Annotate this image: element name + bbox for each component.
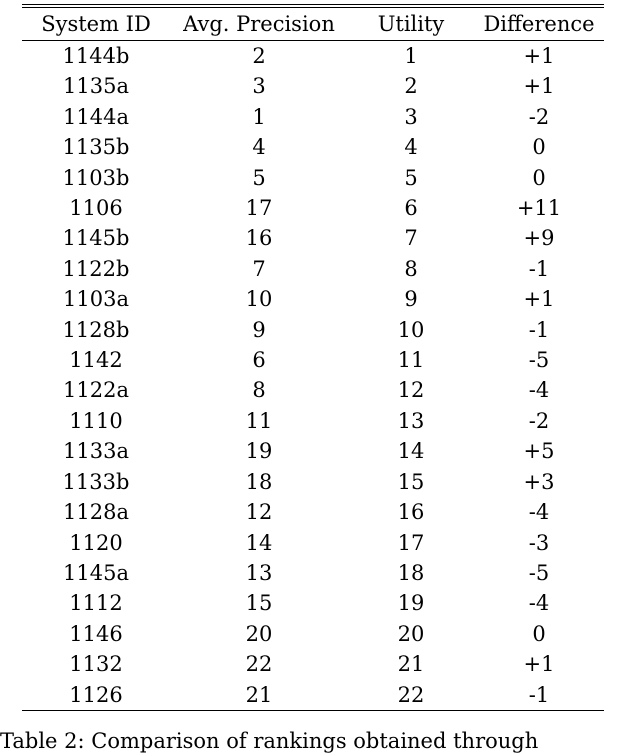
- table-row: [22, 619, 604, 649]
- avg-precision-cell: 8: [252, 378, 266, 403]
- table-row: [22, 558, 604, 588]
- difference-cell: 0: [532, 621, 546, 646]
- difference-cell: -4: [528, 500, 550, 525]
- utility-cell: 17: [397, 530, 425, 555]
- avg-precision-cell: 1: [252, 104, 266, 129]
- system-id-cell: 1128b: [62, 317, 130, 342]
- bottom-rule: [22, 710, 604, 711]
- avg-precision-cell: 22: [245, 652, 273, 677]
- utility-cell: 16: [397, 500, 425, 525]
- system-id-cell: 1126: [69, 682, 123, 707]
- utility-cell: 4: [404, 135, 418, 160]
- ranking-comparison-table: [22, 8, 604, 710]
- difference-cell: +1: [523, 652, 555, 677]
- utility-cell: 1: [404, 44, 418, 68]
- table-row: [22, 406, 604, 436]
- table-row: [22, 284, 604, 314]
- difference-cell: 0: [532, 135, 546, 160]
- table-row: [22, 254, 604, 284]
- table-row: [22, 163, 604, 193]
- utility-cell: 21: [397, 652, 425, 677]
- header-system-id: System ID: [41, 12, 151, 36]
- table-row: [22, 467, 604, 497]
- table-row: [22, 102, 604, 132]
- table-body: [22, 41, 604, 710]
- table-row: [22, 41, 604, 72]
- system-id-cell: 1103a: [63, 287, 129, 312]
- utility-cell: 14: [397, 439, 425, 464]
- table-row: [22, 71, 604, 101]
- system-id-cell: 1110: [69, 408, 123, 433]
- avg-precision-cell: 17: [245, 196, 273, 221]
- top-double-rule-upper: [22, 4, 604, 5]
- utility-cell: 15: [397, 469, 425, 494]
- avg-precision-cell: 21: [245, 682, 273, 707]
- utility-cell: 9: [404, 287, 418, 312]
- avg-precision-cell: 2: [252, 44, 266, 68]
- system-id-cell: 1144b: [62, 44, 130, 68]
- system-id-cell: 1128a: [63, 500, 129, 525]
- difference-cell: +3: [523, 469, 555, 494]
- table-row: [22, 315, 604, 345]
- system-id-cell: 1146: [69, 621, 123, 646]
- avg-precision-cell: 5: [252, 165, 266, 190]
- utility-cell: 11: [397, 348, 425, 373]
- system-id-cell: 1120: [69, 530, 123, 555]
- utility-cell: 12: [397, 378, 425, 403]
- avg-precision-cell: 16: [245, 226, 273, 251]
- system-id-cell: 1144a: [63, 104, 129, 129]
- difference-cell: -1: [528, 682, 550, 707]
- difference-cell: -3: [528, 530, 550, 555]
- utility-cell: 10: [397, 317, 425, 342]
- difference-cell: -4: [528, 591, 550, 616]
- system-id-cell: 1145b: [62, 226, 130, 251]
- avg-precision-cell: 4: [252, 135, 266, 160]
- avg-precision-cell: 11: [245, 408, 273, 433]
- avg-precision-cell: 14: [245, 530, 273, 555]
- utility-cell: 18: [397, 560, 425, 585]
- difference-cell: -1: [528, 256, 550, 281]
- header-difference: Difference: [483, 12, 595, 36]
- system-id-cell: 1142: [69, 348, 123, 373]
- table-row: [22, 436, 604, 466]
- avg-precision-cell: 15: [245, 591, 273, 616]
- header-utility: Utility: [377, 12, 445, 36]
- header-avg-precision: Avg. Precision: [183, 12, 335, 36]
- difference-cell: +11: [516, 196, 562, 221]
- table-row: [22, 528, 604, 558]
- utility-cell: 2: [404, 74, 418, 99]
- system-id-cell: 1106: [69, 196, 123, 221]
- avg-precision-cell: 9: [252, 317, 266, 342]
- difference-cell: +1: [523, 44, 555, 68]
- system-id-cell: 1103b: [62, 165, 130, 190]
- avg-precision-cell: 20: [245, 621, 273, 646]
- avg-precision-cell: 12: [245, 500, 273, 525]
- system-id-cell: 1133b: [62, 469, 130, 494]
- system-id-cell: 1122b: [62, 256, 130, 281]
- table-row: [22, 223, 604, 253]
- avg-precision-cell: 19: [245, 439, 273, 464]
- difference-cell: -5: [528, 348, 550, 373]
- avg-precision-cell: 3: [252, 74, 266, 99]
- table-row: [22, 193, 604, 223]
- utility-cell: 6: [404, 196, 418, 221]
- table-header-row: [22, 8, 604, 41]
- utility-cell: 3: [404, 104, 418, 129]
- utility-cell: 22: [397, 682, 425, 707]
- difference-cell: +5: [523, 439, 555, 464]
- utility-cell: 20: [397, 621, 425, 646]
- avg-precision-cell: 13: [245, 560, 273, 585]
- table-row: [22, 375, 604, 405]
- difference-cell: -4: [528, 378, 550, 403]
- utility-cell: 7: [404, 226, 418, 251]
- utility-cell: 13: [397, 408, 425, 433]
- table-caption: Table 2: Comparison of rankings obtained through: [0, 729, 539, 753]
- avg-precision-cell: 7: [252, 256, 266, 281]
- utility-cell: 8: [404, 256, 418, 281]
- table-row: [22, 588, 604, 618]
- table-row: [22, 497, 604, 527]
- table-row: [22, 649, 604, 679]
- utility-cell: 5: [404, 165, 418, 190]
- difference-cell: -1: [528, 317, 550, 342]
- system-id-cell: 1145a: [63, 560, 129, 585]
- difference-cell: -2: [528, 104, 550, 129]
- difference-cell: +1: [523, 287, 555, 312]
- avg-precision-cell: 6: [252, 348, 266, 373]
- system-id-cell: 1135b: [62, 135, 130, 160]
- table-row: [22, 680, 604, 710]
- results-table-container: [22, 4, 604, 711]
- utility-cell: 19: [397, 591, 425, 616]
- system-id-cell: 1135a: [63, 74, 129, 99]
- avg-precision-cell: 18: [245, 469, 273, 494]
- difference-cell: -2: [528, 408, 550, 433]
- difference-cell: +9: [523, 226, 555, 251]
- system-id-cell: 1133a: [63, 439, 129, 464]
- difference-cell: -5: [528, 560, 550, 585]
- table-row: [22, 132, 604, 162]
- system-id-cell: 1132: [69, 652, 123, 677]
- system-id-cell: 1122a: [63, 378, 129, 403]
- system-id-cell: 1112: [69, 591, 123, 616]
- avg-precision-cell: 10: [245, 287, 273, 312]
- difference-cell: 0: [532, 165, 546, 190]
- table-row: [22, 345, 604, 375]
- difference-cell: +1: [523, 74, 555, 99]
